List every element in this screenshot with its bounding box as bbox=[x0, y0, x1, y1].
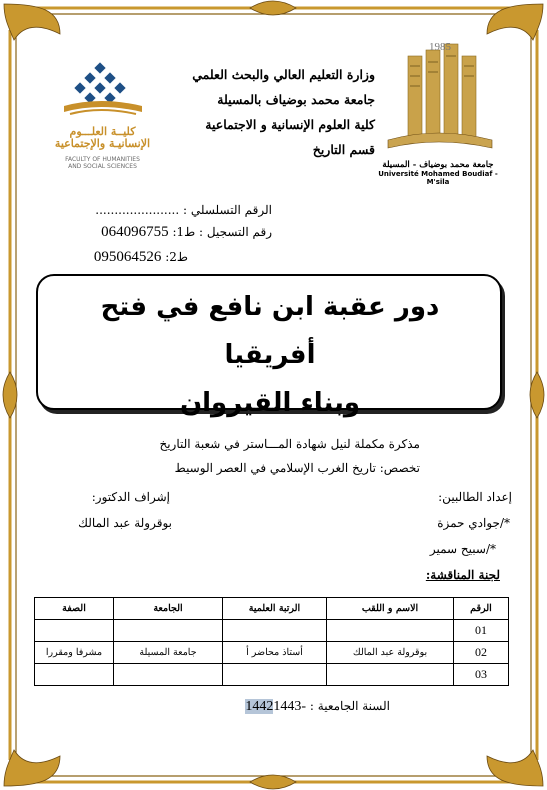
academic-year bbox=[160, 699, 390, 715]
logo-year: 1985 bbox=[429, 41, 451, 53]
header-university: الجامعة bbox=[114, 598, 223, 620]
thesis-title-line-1: دور عقبة ابن نافع في فتح أفريقيا bbox=[100, 292, 440, 370]
faculty-name: كلية العلوم الإنسانية و الاجتماعية bbox=[205, 117, 375, 132]
row-rank bbox=[223, 664, 327, 686]
supervisor-label: إشراف الدكتور: bbox=[91, 490, 170, 504]
row-name: بوقرولة عبد المالك bbox=[327, 642, 454, 664]
header-name: الاسم و اللقب bbox=[327, 598, 454, 620]
university-name: جامعة محمد بوضياف بالمسيلة bbox=[217, 92, 375, 107]
registration-number-1 bbox=[40, 224, 272, 241]
row-university bbox=[114, 664, 223, 686]
faculty-logo bbox=[58, 60, 148, 124]
thesis-title-line-2: وبناء القيروان bbox=[179, 388, 361, 418]
row-role: مشرفا ومقررا bbox=[35, 642, 114, 664]
registration-value-2: 095064526 bbox=[93, 249, 162, 265]
faculty-line-1: كليــة العلـــوم bbox=[69, 125, 136, 138]
row-name bbox=[327, 664, 454, 686]
jury-table bbox=[34, 597, 509, 686]
row-name bbox=[327, 620, 454, 642]
academic-year-value: 1443- bbox=[273, 699, 307, 714]
jury-label: لجنة المناقشة: bbox=[425, 568, 500, 582]
table-row bbox=[35, 620, 509, 642]
row-university: جامعة المسيلة bbox=[114, 642, 223, 664]
row-number: 03 bbox=[454, 664, 509, 686]
department-name: قسم التاريخ bbox=[312, 142, 375, 157]
faculty-en-line-1: FACULTY OF HUMANITIES bbox=[65, 156, 140, 163]
institution-header bbox=[140, 62, 375, 162]
row-rank: أستاذ محاضر أ bbox=[223, 642, 327, 664]
thesis-title bbox=[60, 283, 480, 427]
faculty-line-2: الإنسانيـة والإجتماعية bbox=[54, 137, 151, 150]
academic-year-highlighted: 1442 bbox=[245, 699, 274, 714]
registration-label: رقم التسجيل : ط1: bbox=[172, 225, 272, 239]
faculty-en-line-2: AND SOCIAL SCIENCES bbox=[68, 163, 137, 170]
header-rank: الرتبة العلمية bbox=[223, 598, 327, 620]
academic-year-label: السنة الجامعية : bbox=[309, 699, 390, 713]
table-row bbox=[35, 642, 509, 664]
university-name-fr: Université Mohamed Boudiaf - M'sila bbox=[378, 170, 498, 186]
registration-value-1: 064096755 bbox=[101, 224, 169, 240]
students-label: إعداد الطالبين: bbox=[438, 490, 512, 504]
row-role bbox=[35, 664, 114, 686]
serial-number bbox=[40, 203, 272, 217]
supervisor-name: بوقرولة عبد المالك bbox=[78, 516, 172, 530]
serial-label: الرقم التسلسلي : bbox=[183, 203, 272, 217]
university-name-ar: جامعة محمد بوضياف - المسيلة bbox=[382, 160, 494, 170]
row-number: 02 bbox=[454, 642, 509, 664]
student-name-2: */سبيح سمير bbox=[429, 542, 496, 556]
table-row bbox=[35, 664, 509, 686]
row-university bbox=[114, 620, 223, 642]
ministry-name: وزارة التعليم العالي والبحث العلمي bbox=[192, 67, 375, 82]
student-name-1: */جوادي حمزة bbox=[437, 516, 510, 530]
row-rank bbox=[223, 620, 327, 642]
serial-value: ...................... bbox=[95, 203, 180, 217]
row-number: 01 bbox=[454, 620, 509, 642]
memo-description: مذكرة مكملة لنيل شهادة المـــاستر في شعبة التاريخ bbox=[159, 437, 420, 451]
table-header-row bbox=[35, 598, 509, 620]
university-caption bbox=[368, 160, 508, 186]
registration-number-2 bbox=[40, 249, 188, 266]
registration-label-2: ط2: bbox=[165, 250, 188, 264]
university-logo bbox=[368, 36, 510, 162]
row-role bbox=[35, 620, 114, 642]
header-role: الصفة bbox=[35, 598, 114, 620]
header-number: الرقم bbox=[454, 598, 509, 620]
memo-specialty: تخصص: تاريخ الغرب الإسلامي في العصر الوسيط bbox=[174, 461, 420, 475]
